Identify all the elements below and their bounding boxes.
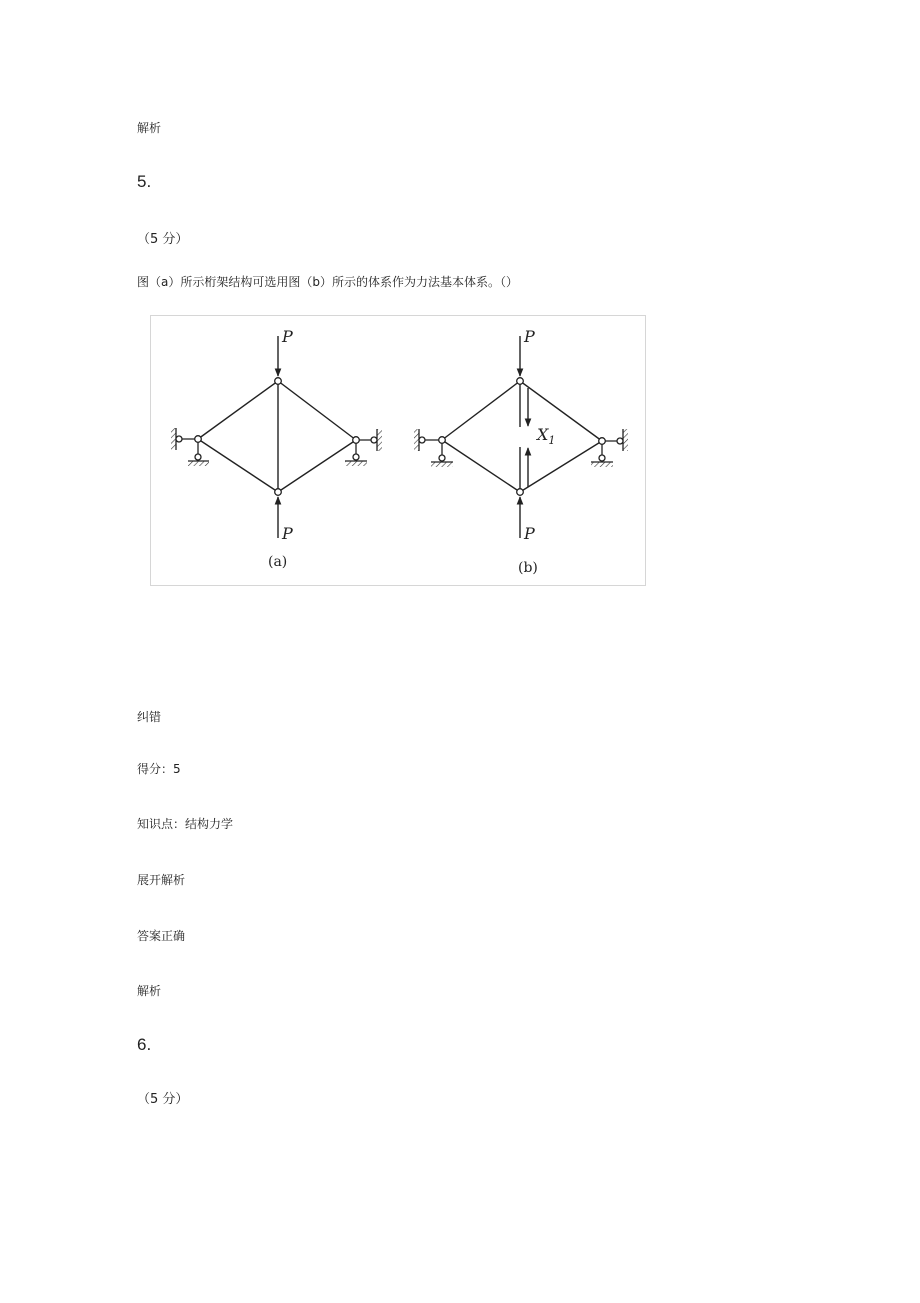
caption-b: (b)	[518, 560, 538, 576]
load-label-top-b: P	[524, 327, 535, 346]
question-score: （5 分）	[137, 1092, 189, 1107]
answer-result: 答案正确	[137, 929, 186, 943]
support-left-a	[171, 428, 209, 466]
truss-a	[198, 381, 356, 492]
redundant-label: $X_1$	[537, 425, 556, 447]
caption-a: (a)	[268, 554, 288, 570]
truss-diagram	[151, 316, 645, 585]
earned-score: 得分：5	[137, 762, 181, 776]
support-right-b	[591, 429, 628, 467]
load-label-bottom-a: P	[282, 524, 293, 543]
question-number: 6.	[137, 1035, 152, 1054]
knowledge-point: 知识点：结构力学	[137, 817, 234, 831]
truss-b	[442, 381, 602, 492]
support-right-a	[345, 429, 382, 466]
correction-link[interactable]: 纠错	[137, 710, 162, 724]
analysis-label: 解析	[137, 121, 162, 135]
load-label-top-a: P	[282, 327, 293, 346]
expand-analysis-link[interactable]: 展开解析	[137, 873, 186, 887]
question-number: 5.	[137, 172, 152, 191]
load-label-bottom-b: P	[524, 524, 535, 543]
analysis-label: 解析	[137, 984, 162, 998]
truss-figure	[150, 315, 646, 586]
support-left-b	[414, 429, 453, 467]
question-text: 图（a）所示桁架结构可选用图（b）所示的体系作为力法基本体系。（）	[137, 275, 518, 289]
question-score: （5 分）	[137, 232, 189, 247]
